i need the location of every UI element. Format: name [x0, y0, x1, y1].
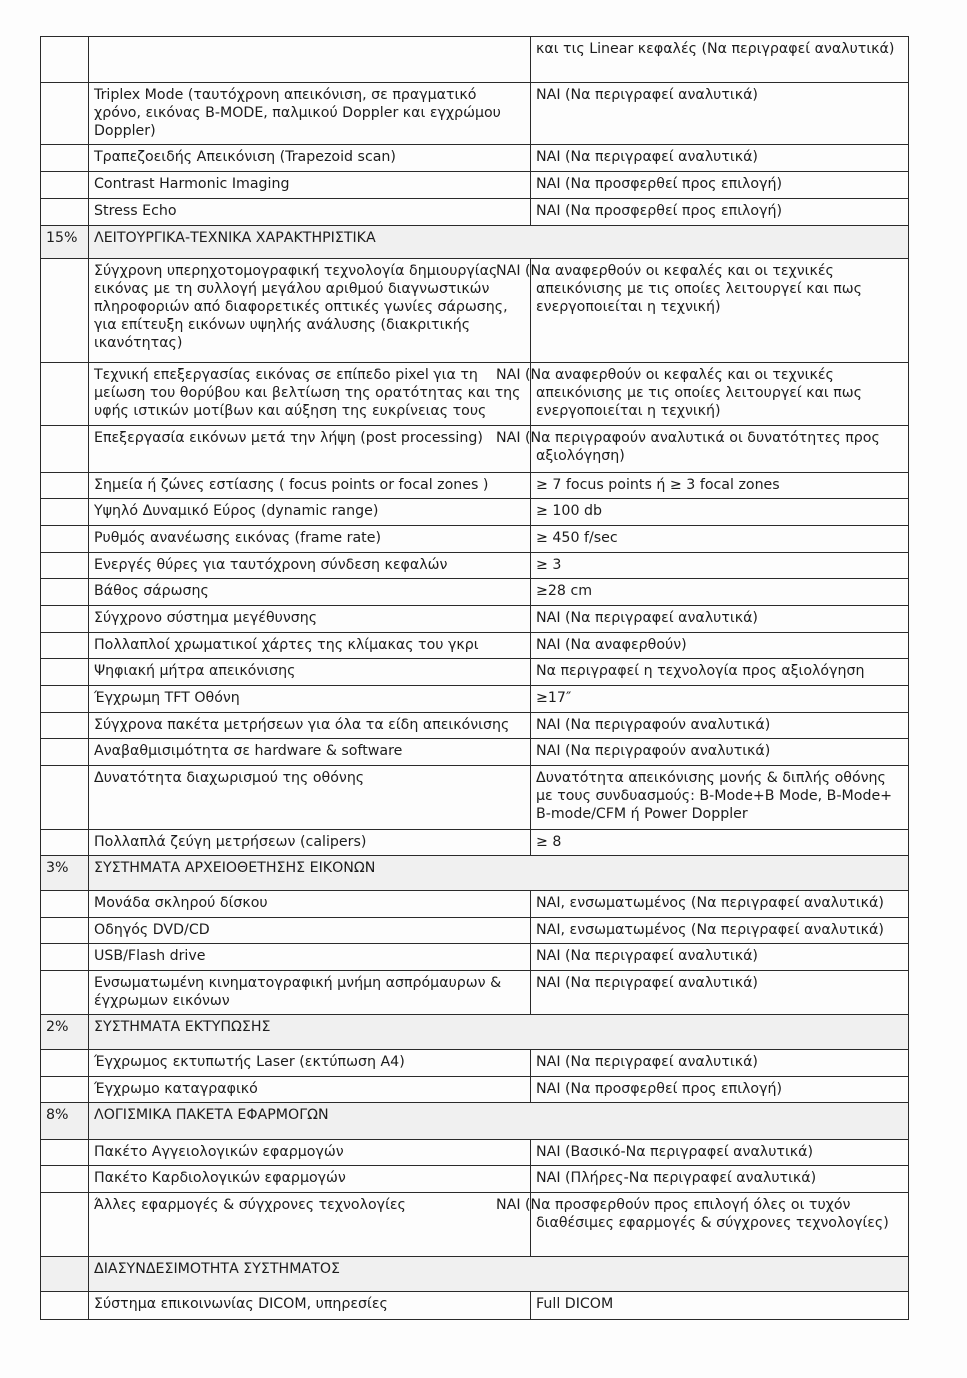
requirement-value: ΝΑΙ (Βασικό-Να περιγραφεί αναλυτικά) — [531, 1140, 909, 1166]
table-row — [41, 1166, 909, 1193]
requirement-label: Άλλες εφαρμογές & σύγχρονες τεχνολογίες — [89, 1193, 531, 1257]
section-title: ΛΕΙΤΟΥΡΓΙΚΑ-ΤΕΧΝΙΚΑ ΧΑΡΑΚΤΗΡΙΣΤΙΚΑ — [89, 226, 531, 259]
requirement-value: ΝΑΙ (Να αναφερθούν οι κεφαλές και οι τεχνικές απεικόνισης με τις οποίες λειτουργεί και πως ενεργοποιείται η τεχνική) — [531, 363, 909, 426]
weight-cell: 2% — [41, 1015, 89, 1050]
requirement-value: Να περιγραφεί η τεχνολογία προς αξιολόγηση — [531, 659, 909, 686]
weight-cell — [41, 83, 89, 145]
table-row — [41, 553, 909, 579]
requirement-label: Οδηγός DVD/CD — [89, 918, 531, 944]
requirement-value: ΝΑΙ (Να περιγραφούν αναλυτικά) — [531, 713, 909, 739]
requirement-label: Έγχρωμη TFT Οθόνη — [89, 686, 531, 713]
requirement-label: Έγχρωμο καταγραφικό — [89, 1077, 531, 1103]
table-row — [41, 1292, 909, 1320]
requirement-value: ΝΑΙ (Να προσφερθούν προς επιλογή όλες οι τυχόν διαθέσιμες εφαρμογές & σύγχρονες τεχνολογίες) — [531, 1193, 909, 1257]
table-row — [41, 971, 909, 1015]
table-row — [41, 145, 909, 172]
weight-cell — [41, 830, 89, 856]
requirement-label: Contrast Harmonic Imaging — [89, 172, 531, 199]
section-filler — [531, 1015, 909, 1050]
requirement-label: Τεχνική επεξεργασίας εικόνας σε επίπεδο pixel για τη μείωση του θορύβου και βελτίωση της ορατότητας και της υφής ιστικών μοτίβων και αύξηση της ευκρίνειας τους — [89, 363, 531, 426]
weight-cell — [41, 891, 89, 918]
table-row — [41, 499, 909, 526]
weight-cell — [41, 633, 89, 659]
section-filler — [531, 1103, 909, 1140]
requirement-label: Πολλαπλά ζεύγη μετρήσεων (calipers) — [89, 830, 531, 856]
requirement-value: ≥ 3 — [531, 553, 909, 579]
section-filler — [531, 856, 909, 891]
requirement-value: ΝΑΙ, ενσωματωμένος (Να περιγραφεί αναλυτικά) — [531, 918, 909, 944]
weight-cell — [41, 363, 89, 426]
requirement-label: Υψηλό Δυναμικό Εύρος (dynamic range) — [89, 499, 531, 526]
specification-table-body — [41, 37, 909, 1320]
requirement-value: ΝΑΙ (Να περιγραφεί αναλυτικά) — [531, 83, 909, 145]
weight-cell — [41, 199, 89, 226]
weight-cell — [41, 172, 89, 199]
weight-cell: 15% — [41, 226, 89, 259]
requirement-value: ΝΑΙ (Να περιγραφούν αναλυτικά) — [531, 739, 909, 766]
requirement-label: USB/Flash drive — [89, 944, 531, 971]
section-row — [41, 1257, 909, 1292]
table-row — [41, 526, 909, 553]
requirement-label: Τραπεζοειδής Απεικόνιση (Trapezoid scan) — [89, 145, 531, 172]
weight-cell — [41, 37, 89, 83]
requirement-value: ΝΑΙ (Πλήρες-Να περιγραφεί αναλυτικά) — [531, 1166, 909, 1193]
requirement-value: ≥ 7 focus points ή ≥ 3 focal zones — [531, 473, 909, 499]
requirement-value: ΝΑΙ, ενσωματωμένος (Να περιγραφεί αναλυτικά) — [531, 891, 909, 918]
table-row — [41, 830, 909, 856]
requirement-value: ≥28 cm — [531, 579, 909, 606]
requirement-label: Ρυθμός ανανέωσης εικόνας (frame rate) — [89, 526, 531, 553]
weight-cell — [41, 971, 89, 1015]
requirement-value: ΝΑΙ (Να περιγραφεί αναλυτικά) — [531, 145, 909, 172]
weight-cell — [41, 579, 89, 606]
weight-cell — [41, 918, 89, 944]
weight-cell — [41, 1257, 89, 1292]
requirement-label: Σημεία ή ζώνες εστίασης ( focus points or focal zones ) — [89, 473, 531, 499]
weight-cell — [41, 259, 89, 363]
section-row — [41, 1015, 909, 1050]
requirement-label: Αναβαθμισιμότητα σε hardware & software — [89, 739, 531, 766]
requirement-label: Σύγχρονη υπερηχοτομογραφική τεχνολογία δημιουργίας εικόνας με τη συλλογή μεγάλου αριθμού διαγνωστικών πληροφοριών από διαφορετικές οπτικές γωνίες σάρωσης, για επίτευξη εικόνων υψηλής ανάλυσης (διακριτικής ικανότητας) — [89, 259, 531, 363]
weight-cell: 3% — [41, 856, 89, 891]
table-row — [41, 686, 909, 713]
table-row — [41, 606, 909, 633]
weight-cell — [41, 1292, 89, 1320]
table-row — [41, 426, 909, 473]
requirement-value: ΝΑΙ (Να περιγραφεί αναλυτικά) — [531, 606, 909, 633]
requirement-label: Ψηφιακή μήτρα απεικόνισης — [89, 659, 531, 686]
requirement-label: Έγχρωμος εκτυπωτής Laser (εκτύπωση Α4) — [89, 1050, 531, 1077]
table-row — [41, 659, 909, 686]
requirement-label: Πολλαπλοί χρωματικοί χάρτες της κλίμακας του γκρι — [89, 633, 531, 659]
requirement-value: ≥17″ — [531, 686, 909, 713]
requirement-value: ΝΑΙ (Να αναφερθούν οι κεφαλές και οι τεχνικές απεικόνισης με τις οποίες λειτουργεί και πως ενεργοποιείται η τεχνική) — [531, 259, 909, 363]
requirement-label: Σύστημα επικοινωνίας DICOM, υπηρεσίες — [89, 1292, 531, 1320]
table-row — [41, 473, 909, 499]
weight-cell — [41, 659, 89, 686]
requirement-value: ΝΑΙ (Να προσφερθεί προς επιλογή) — [531, 1077, 909, 1103]
requirement-value: ≥ 450 f/sec — [531, 526, 909, 553]
weight-cell — [41, 145, 89, 172]
table-row — [41, 713, 909, 739]
requirement-value: Full DICOM — [531, 1292, 909, 1320]
requirement-label: Πακέτο Αγγειολογικών εφαρμογών — [89, 1140, 531, 1166]
requirement-label: Σύγχρονο σύστημα μεγέθυνσης — [89, 606, 531, 633]
weight-cell: 8% — [41, 1103, 89, 1140]
weight-cell — [41, 426, 89, 473]
table-row — [41, 739, 909, 766]
requirement-value: ΝΑΙ (Να περιγραφεί αναλυτικά) — [531, 1050, 909, 1077]
requirement-value: ΝΑΙ (Να προσφερθεί προς επιλογή) — [531, 199, 909, 226]
section-row — [41, 226, 909, 259]
section-title: ΣΥΣΤΗΜΑΤΑ ΑΡΧΕΙΟΘΕΤΗΣΗΣ ΕΙΚΟΝΩΝ — [89, 856, 531, 891]
table-row — [41, 579, 909, 606]
weight-cell — [41, 1193, 89, 1257]
table-row — [41, 944, 909, 971]
section-title: ΣΥΣΤΗΜΑΤΑ ΕΚΤΥΠΩΣΗΣ — [89, 1015, 531, 1050]
weight-cell — [41, 1077, 89, 1103]
section-title: ΔΙΑΣΥΝΔΕΣΙΜΟΤΗΤΑ ΣΥΣΤΗΜΑΤΟΣ — [89, 1257, 531, 1292]
requirement-label: Πακέτο Καρδιολογικών εφαρμογών — [89, 1166, 531, 1193]
section-row — [41, 1103, 909, 1140]
section-title: ΛΟΓΙΣΜΙΚΑ ΠΑΚΕΤΑ ΕΦΑΡΜΟΓΩΝ — [89, 1103, 531, 1140]
table-row — [41, 83, 909, 145]
weight-cell — [41, 713, 89, 739]
weight-cell — [41, 1050, 89, 1077]
table-row — [41, 766, 909, 830]
requirement-label: Triplex Mode (ταυτόχρονη απεικόνιση, σε πραγματικό χρόνο, εικόνας B-MODE, παλμικού Doppler και εγχρώμου Doppler) — [89, 83, 531, 145]
requirement-value: ΝΑΙ (Να περιγραφούν αναλυτικά οι δυνατότητες προς αξιολόγηση) — [531, 426, 909, 473]
weight-cell — [41, 739, 89, 766]
requirement-value: και τις Linear κεφαλές (Να περιγραφεί αναλυτικά) — [531, 37, 909, 83]
requirement-label: Βάθος σάρωσης — [89, 579, 531, 606]
weight-cell — [41, 526, 89, 553]
requirement-label: Ενσωματωμένη κινηματογραφική μνήμη ασπρόμαυρων & έγχρωμων εικόνων — [89, 971, 531, 1015]
weight-cell — [41, 766, 89, 830]
weight-cell — [41, 944, 89, 971]
weight-cell — [41, 686, 89, 713]
requirement-value: Δυνατότητα απεικόνισης μονής & διπλής οθόνης με τους συνδυασμούς: B-Mode+B Mode, B-Mode+ B-mode/CFM ή Power Doppler — [531, 766, 909, 830]
requirement-label: Σύγχρονα πακέτα μετρήσεων για όλα τα είδη απεικόνισης — [89, 713, 531, 739]
weight-cell — [41, 1140, 89, 1166]
requirement-label: Ενεργές θύρες για ταυτόχρονη σύνδεση κεφαλών — [89, 553, 531, 579]
table-row — [41, 633, 909, 659]
table-row — [41, 1193, 909, 1257]
table-row — [41, 1140, 909, 1166]
requirement-label — [89, 37, 531, 83]
weight-cell — [41, 499, 89, 526]
table-row — [41, 891, 909, 918]
requirement-label: Δυνατότητα διαχωρισμού της οθόνης — [89, 766, 531, 830]
requirement-value: ΝΑΙ (Να περιγραφεί αναλυτικά) — [531, 971, 909, 1015]
section-row — [41, 856, 909, 891]
requirement-value: ≥ 100 db — [531, 499, 909, 526]
table-row — [41, 918, 909, 944]
section-filler — [531, 226, 909, 259]
requirement-value: ≥ 8 — [531, 830, 909, 856]
requirement-value: ΝΑΙ (Να προσφερθεί προς επιλογή) — [531, 172, 909, 199]
requirement-value: ΝΑΙ (Να περιγραφεί αναλυτικά) — [531, 944, 909, 971]
requirement-value: ΝΑΙ (Να αναφερθούν) — [531, 633, 909, 659]
weight-cell — [41, 473, 89, 499]
section-filler — [531, 1257, 909, 1292]
table-row — [41, 1077, 909, 1103]
weight-cell — [41, 553, 89, 579]
weight-cell — [41, 606, 89, 633]
table-row — [41, 1050, 909, 1077]
table-row — [41, 199, 909, 226]
table-row — [41, 259, 909, 363]
weight-cell — [41, 1166, 89, 1193]
requirement-label: Επεξεργασία εικόνων μετά την λήψη (post processing) — [89, 426, 531, 473]
requirement-label: Μονάδα σκληρού δίσκου — [89, 891, 531, 918]
table-row — [41, 172, 909, 199]
table-row — [41, 37, 909, 83]
table-row — [41, 363, 909, 426]
specification-table — [40, 36, 909, 1320]
requirement-label: Stress Echo — [89, 199, 531, 226]
